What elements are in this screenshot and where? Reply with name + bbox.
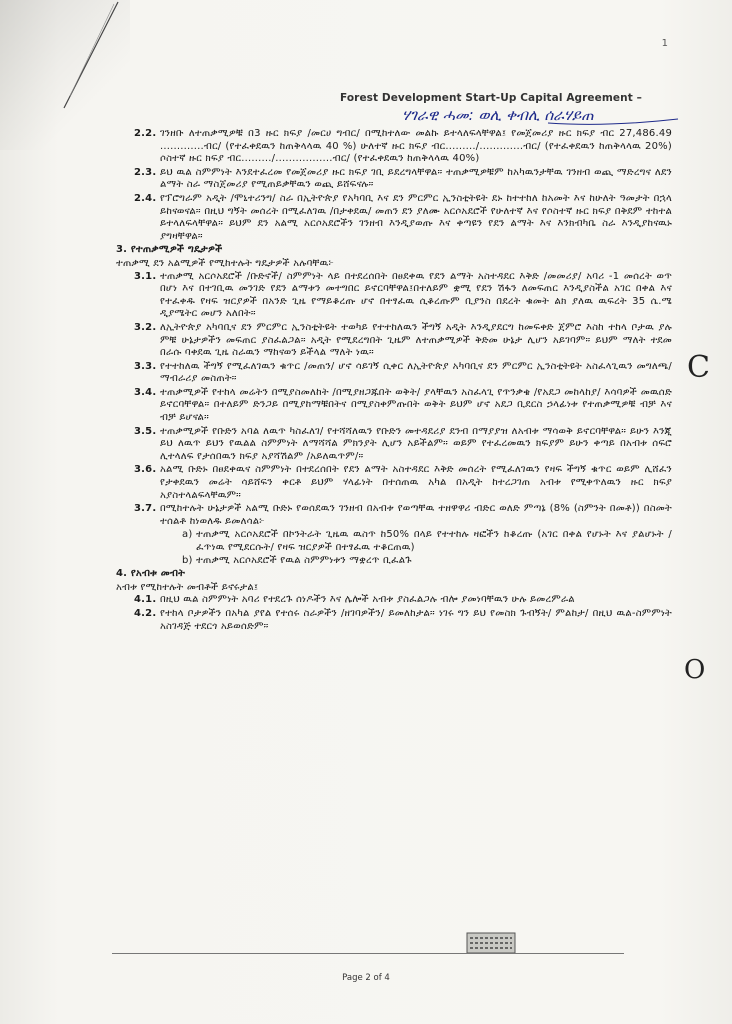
section-s4	[112, 568, 672, 633]
clause-number: 2.2.	[134, 128, 157, 139]
clause-text: የተተከለዉ ችግኝ የሚፈለገዉን ቁጥር /መጠን/ ሆኖ ሳይገኝ ሲቀር ለኢትዮጵያ አካባቢና ደን ምርምር ኢንስቲትዩት አስፈላጊዉን መግለጫ/ማብራሪያ መስጠት።	[160, 360, 672, 385]
fold-line-mark	[60, 0, 120, 110]
handwritten-note-text: ሃገራዊ ሓመ: ወሊ ቀብሊ ሰራሃይጠ	[402, 106, 594, 124]
section-intro: አብቱ የሚከተሉት መብቶች ይኖሩታል፤	[116, 581, 259, 593]
binder-hole-mark-o: O	[684, 655, 706, 685]
clause-text: ገንዘቡ ለተጠቃሚዎቹ በ3 ዙር ክፍያ /መርሀ ግብር/ በሚከተለው መልኩ ይተላለፍላቸዋል፤ የመጀመሪያ ዙር ክፍያ ብር 27,486.49 .............ብር/ (የተፈቀደዉን ከጠቅላላዉ 40 %) ሁለተኛ ዙር ክፍያ ብር........./.............ብር/ (የተፈቀደዉን ከጠቅላላዉ 20%) ሶስተኛ ዙር ክፍያ ብር........./.................ብር/ (የተፈቀደዉን ከጠቅላላዉ 40%)	[160, 128, 672, 165]
section-intro: ተጠቃሚ ደን አልሚዎች የሚከተሉት ግዴታዎች አሉባቸዉ፦	[116, 257, 334, 269]
clause	[112, 503, 672, 528]
clause	[112, 322, 672, 360]
clause-text: ተጠቃሚ አርሶአደሮች /ቡድኖች/ ስምምነት ላይ በተደረሰበት በፀደቀዉ የደን ልማት አስተዳደር እቅድ /መመሪያ/ አባሪ -1 መሰረት ወጥ በሆነ እና በተገቢዉ መንገድ የደን ልማቱን መተግበር ይኖርባቸዋል፤በተለይም ቋሚ የደን ሽፋን ለመፍጠር እንዲያስችል አገር በቀል እና የተፈቀዱ የዛፍ ዝርያዎች በአንድ ጊዜ የማይቆረጡ ሆኖ በተፃፈዉ ሲቆረጡም ቢያንስ በደረት ቁመት ልክ ያለዉ ዉፍረት 35 ሴ.ሜ ዲያሜትር መሆን አለበት።	[160, 270, 672, 320]
clause	[112, 167, 672, 192]
clause	[112, 193, 672, 243]
clause-text: ተጠቃሚዎች የቡድን አባል ለዉጥ ካስፈለገ/ የተሻሻለዉን የቡድን መተዳደሪያ ደንብ በማያያዝ ለአብቱ ማሳወቅ ይኖርባቸዋል። ይሁን እንጂ ይህ ለዉጥ ይህን የዉልል ስምምነት ለማሻሻል ምክንያት ሊሆን አይችልም። ወይም የተፈረመዉን ክፍያም ይሁን ቀጣይ በአብቱ ሰፍሮ ሊተላለፍ የታሰበዉን ክፍያ አያሻሽልም /አይለዉጥም/።	[160, 425, 672, 462]
footer-rule	[112, 953, 624, 954]
clause-text: ለኢትዮጵያ አካባቢና ደን ምርምር ኢንስቲትዩት ተወካይ የተተከለዉን ችግኝ አዲት እንዲያደርግ ከመፍቀድ ጀምሮ እስከ ተከላ ቦታዉ ያሉ ምቹ ሁኔታዎችን መፍጠር ያስፈልጋል። አዲት የሚደረግበት ጊዜም ለተጠቃሚዎች ቅድመ ሁኔታ ሊሆን አይገባም። ይህም ማለት ተደመ በራሱ ባቀደዉ ጊዜ ስራዉን ማከናወን ይችላል ማለት ነዉ።	[160, 321, 672, 359]
sub-clause	[182, 555, 672, 568]
clause-text: የፕሮግራም አዲት /ሞኒተሪንግ/ ስራ በኢትዮጵያ የአካባቢ እና ደን ምርምር ኢንስቲትዩት ደኑ ከተተከለ ከአመት እና ከሁለት ዓመታት በኋላ ይከናወናል። በዚህ ግኝት መሰረት በሚፈለገዉ /በታቀደዉ/ መጠን ደን ያለሙ አርሶአደሮች የሁለተኛ እና የሶስተኛ ዙር ክፍያ በቅደም ተከተል ይተላለፍላቸዋል። ይህም ደን አልሚ አርሶአደሮችን ገንዘብ እንዲያወጡ እና ቀጣዩን የደን ልማት እና እንክብካቤ ስራ እንዲያከናዉኑ ያግዛቸዋል።	[160, 192, 672, 242]
clause-number: 3.7.	[134, 503, 157, 515]
clause-number: 4.2.	[134, 607, 157, 619]
clause-text: አልሚ ቡድኑ በፀደቀዉና ስምምነት በተደረሰበት የደን ልማት አስተዳደር እቅድ መሰረት የሚፈለገዉን የዛፍ ችግኝ ቁጥር ወይም ሊሸፈን የታቀደዉን መሬት ሳይሸፍን ቀርቶ ይህም ሃላፊነት በተሰጠዉ አካል በአዲት ከተረጋገጠ አብቱ የሚቀጥለዉን ዙር ክፍያ አያስተላልፍላቸዉም።	[160, 464, 672, 501]
section-title: 4. የአብቱ መብት	[116, 568, 186, 580]
clause-number: 3.5.	[134, 425, 157, 437]
clause	[112, 271, 672, 321]
sub-clause-text: ተጠቃሚ አርሶአደሮች የዉል ስምምነቱን ማቋረጥ ቢፈልጉ	[196, 554, 412, 566]
clause	[112, 608, 672, 633]
binder-hole-mark-c: C	[687, 350, 710, 385]
clause-number: 3.4.	[134, 386, 157, 398]
document-body	[112, 128, 672, 634]
clause	[112, 361, 672, 386]
sub-clause	[182, 529, 672, 554]
clause-number: 2.3.	[134, 166, 157, 178]
clause	[112, 464, 672, 502]
sub-clause-text: ተጠቃሚ አርሶአደሮች በኮንትራት ጊዜዉ ዉስጥ ከ50% በላይ የተተከሉ ዛፎችን ከቆረጡ (አገር በቀል የሆኑት እና ያልሆኑት /ፈጥነዉ የሚደርሱት/ የዛፍ ዝርያዎች በተፃፈዉ ተቆርጠዉ)	[196, 529, 672, 553]
handwritten-note	[398, 101, 680, 127]
clause	[112, 128, 672, 166]
document-header: Forest Development Start-Up Capital Agreement –	[340, 92, 642, 104]
clause-text: በሚከተሉት ሁኔታዎች አልሚ ቡድኑ የወሰደዉን ገንዘብ በአብቱ የወጣቸዉ ተዘዋዋሪ ብድር ወለድ ምጣኔ (8% (ስምንት በመቶ)) በስመት ተሰልቶ ከነወለዱ ይመለሳል፦	[160, 503, 672, 527]
sub-clause-label: a)	[182, 529, 193, 541]
clause-number: 3.2.	[134, 321, 157, 333]
clause-number: 3.6.	[134, 464, 157, 476]
stamp-mark	[466, 932, 516, 954]
section-s3	[112, 244, 672, 567]
section-title: 3. የተጠቃሚዎች ግዴታዎች	[116, 244, 223, 256]
page-corner-mark: 1	[661, 38, 668, 49]
clause-text: ይህ ዉል ስምምነት እንደተፈረመ የመጀመሪያ ዙር ክፍያ ገቢ ይደረግላቸዋል። ተጠቃሚዎቹም ከአካዉንታቸዉ ገንዘብ ወጪ ማድረግና ለደን ልማት ስራ ማስጀመሪያ የሚጠይቃቸዉን ወጪ ይሸፍናሉ።	[160, 166, 672, 191]
clause-text: በዚህ ዉል ስምምነት አባሪ የተደረጉ ሰነዶችን እና ሌሎች አብቱ ያስፈልጋሉ ብሎ ያመነባቸዉን ሁሉ ይመረምራል	[160, 594, 575, 606]
clause-number: 3.3.	[134, 360, 157, 372]
clause-text: የተከላ ቦታዎችን በአካል ያየል የተሰሩ ስራዎችን /ዘገባዎችን/ ይመለከታል። ነገሩ ግን ይህ የመስክ ጉብኝት/ ምልከታ/ በዚህ ዉል-ስምምነት አስገዳጅ ተደርጎ አይወሰድም።	[160, 607, 672, 632]
clause	[112, 387, 672, 425]
page-number: Page 2 of 4	[342, 973, 390, 983]
clause-number: 3.1.	[134, 270, 157, 282]
clause	[112, 426, 672, 464]
sub-clause-label: b)	[182, 554, 193, 566]
clause	[112, 594, 672, 607]
clause-number: 4.1.	[134, 594, 157, 606]
clause-text: ተጠቃሚዎች የተከላ መሬትን በሚያስመለከት /በሚያዘጋጁበት ወቅት/ ያላቸዉን አስፈላጊ የጥንቃቄ /የአደጋ መከላከያ/ እሳባዎች መዉሰድ ይኖርባቸዋል። በተለይም ድንጋይ በሚያከማቹበትና በሚያስቀምጡበት ወቅት ይህም ሆኖ አደጋ ቢደርስ ኃላፊነቱ የተጠቃሚዎቹ ብቻ እና ብቻ ይሆናል።	[160, 386, 672, 424]
clause-number: 2.4.	[134, 192, 157, 204]
section-s2	[112, 128, 672, 243]
